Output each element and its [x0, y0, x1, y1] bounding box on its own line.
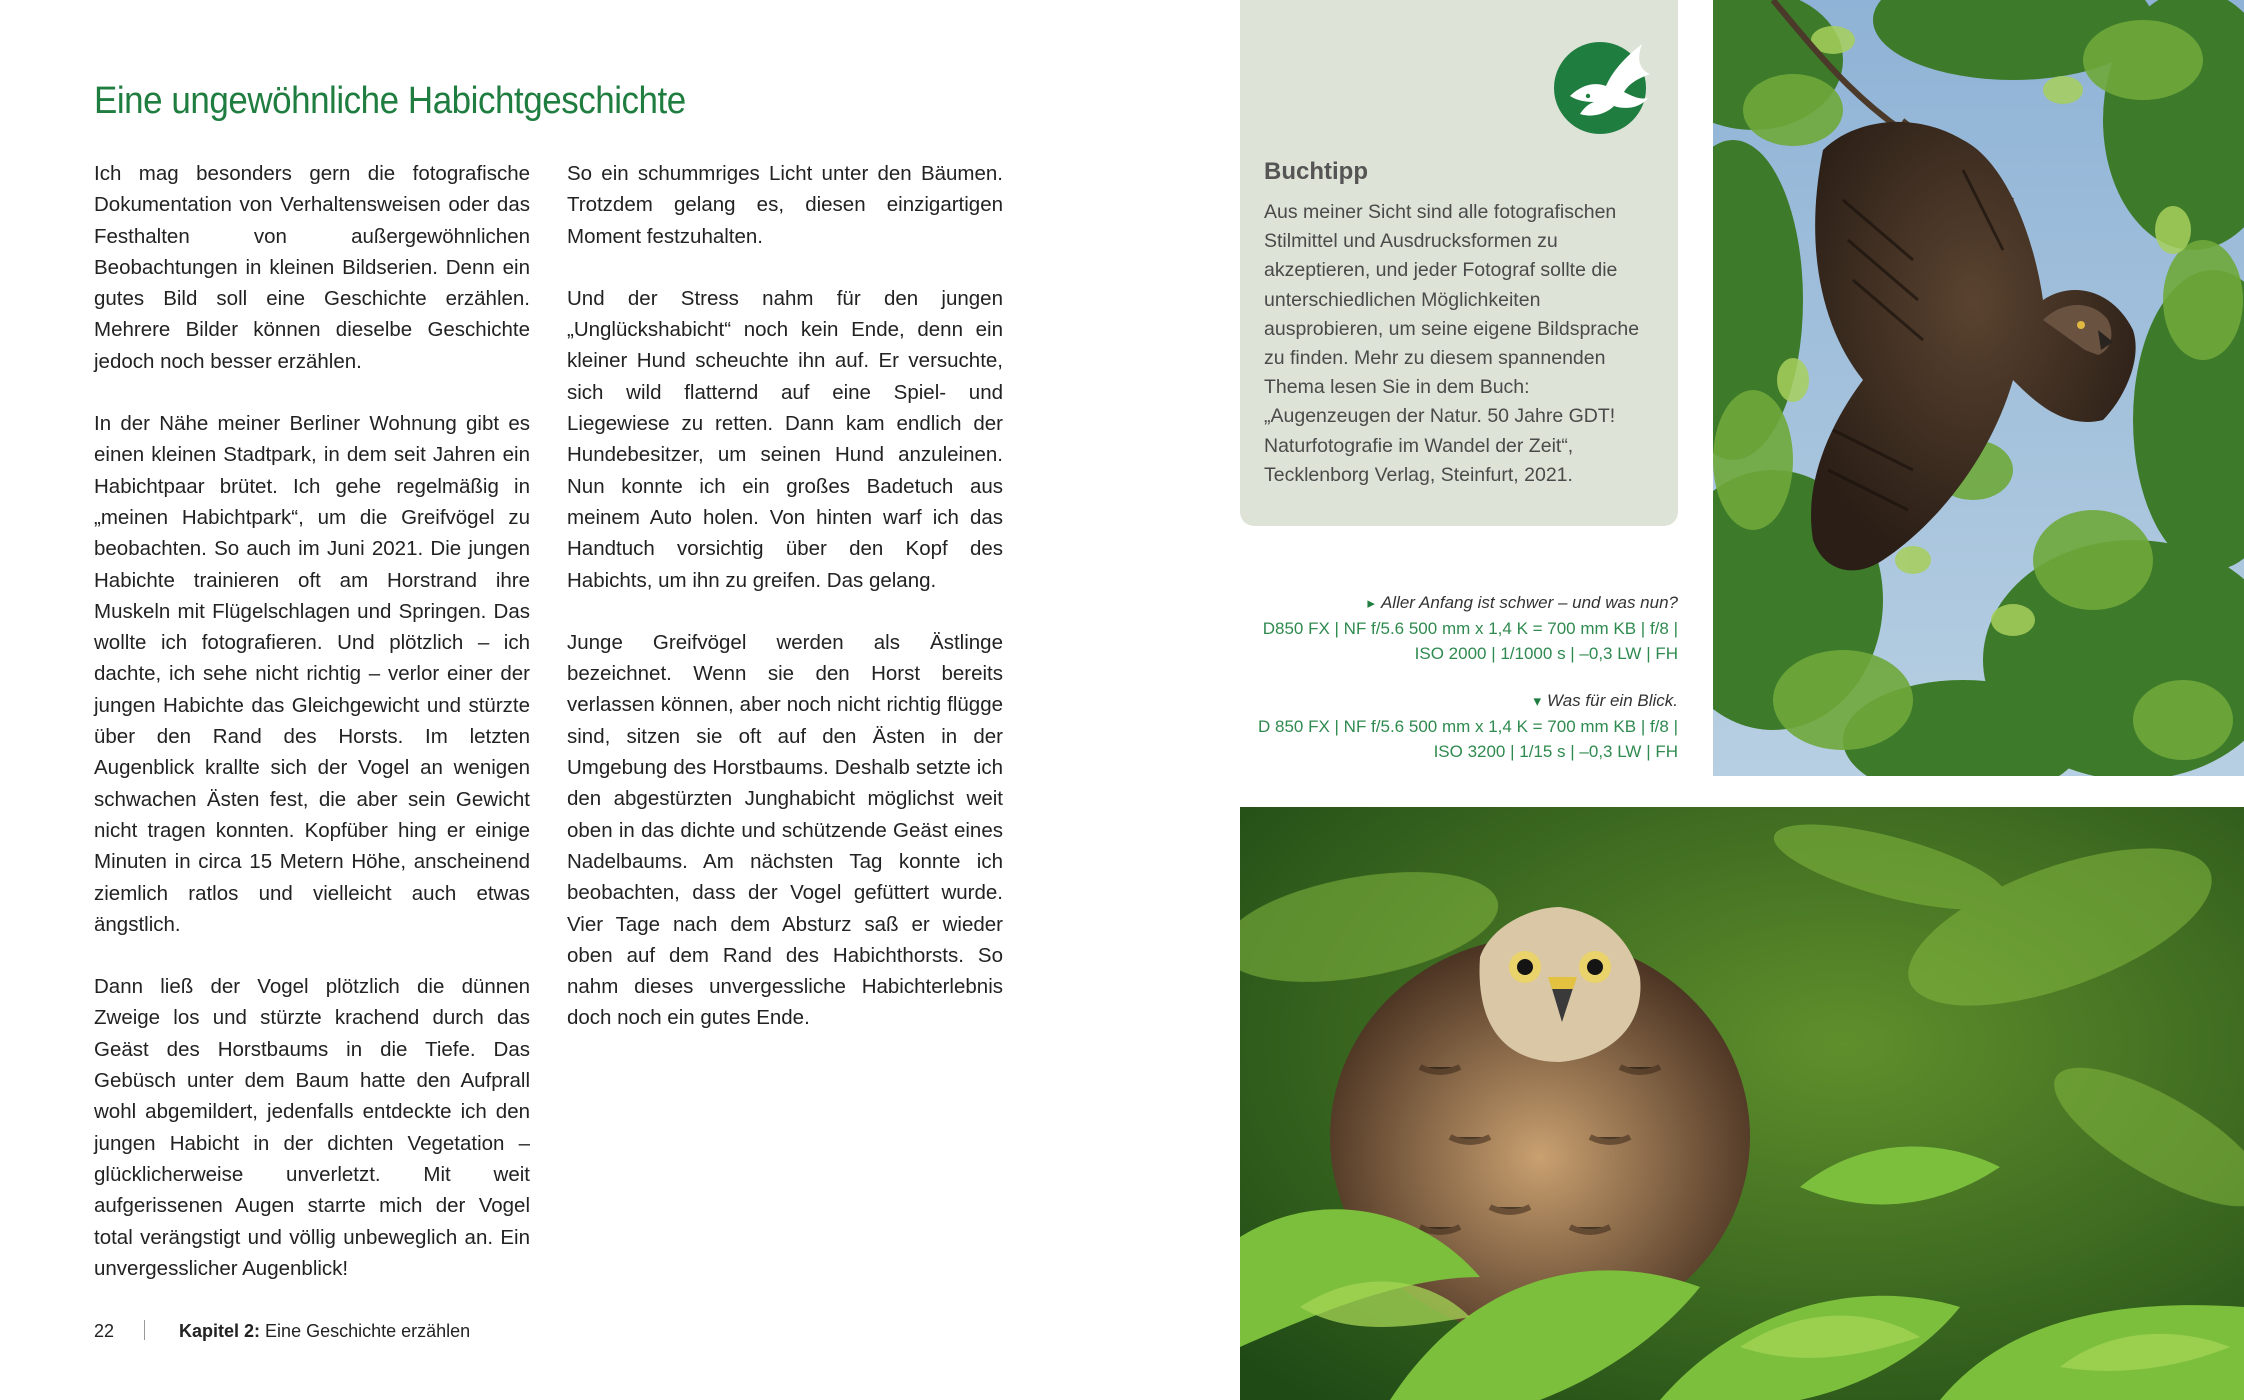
photo-hawk-staring	[1240, 807, 2244, 1400]
tip-heading: Buchtipp	[1264, 158, 1368, 185]
caption-tech: D850 FX | NF f/5.6 500 mm x 1,4 K = 700 mm KB | f/8 |	[1262, 619, 1678, 638]
page-footer	[94, 1320, 470, 1342]
chapter-label: Kapitel 2:	[179, 1321, 261, 1341]
chapter-title: Eine Geschichte erzählen	[265, 1321, 471, 1341]
paragraph: Und der Stress nahm für den jungen „Unglückshabicht“ noch kein Ende, denn ein kleiner Hund scheuchte ihn auf. Er versuchte, sich wild flatternd auf eine Spiel- und Liegewiese zu retten. Dann kam endlich der Hundebesitzer, um seinen Hund anzuleinen. Nun konnte ich ein großes Badetuch aus meinem Auto holen. Von hinten warf ich das Handtuch vorsichtig über den Kopf des Habichts, um ihn zu greifen. Das gelang.	[567, 286, 1003, 592]
article-title: Eine ungewöhnliche Habichtgeschichte	[94, 80, 686, 122]
triangle-down-icon: ▾	[1533, 693, 1541, 710]
caption-tech: D 850 FX | NF f/5.6 500 mm x 1,4 K = 700 mm KB | f/8 |	[1258, 717, 1678, 736]
page-number: 22	[94, 1321, 115, 1341]
paragraph: Ich mag besonders gern die fotografische Dokumentation von Verhaltensweisen oder das Festhalten von außergewöhnlichen Beobachtungen in kleinen Bildserien. Denn ein gutes Bild soll eine Geschichte erzählen. Mehrere Bilder können dieselbe Geschichte jedoch noch besser erzählen.	[94, 162, 530, 373]
text-column-1	[94, 158, 530, 1315]
caption-tech: ISO 2000 | 1/1000 s | –0,3 LW | FH	[1414, 644, 1678, 663]
photo-captions	[1240, 590, 1678, 786]
photo-hawk-hanging	[1713, 0, 2244, 776]
paragraph: So ein schummriges Licht unter den Bäumen. Trotzdem gelang es, diesen einzigartigen Moment festzuhalten.	[567, 162, 1003, 248]
triangle-right-icon: ▸	[1367, 595, 1375, 612]
bird-logo-icon	[1550, 34, 1654, 138]
caption-1	[1240, 590, 1678, 666]
caption-tech: ISO 3200 | 1/15 s | –0,3 LW | FH	[1433, 742, 1678, 761]
text-column-2	[567, 158, 1003, 1065]
paragraph: In der Nähe meiner Berliner Wohnung gibt es einen kleinen Stadtpark, in dem seit Jahren ein Habichtpaar brütet. Ich gehe regelmäßig in „meinen Habichtpark“, um die Greifvögel zu beobachten. So auch im Juni 2021. Die jungen Habichte trainieren oft am Horstrand ihre Muskeln mit Flügelschlagen und Springen. Das wollte ich fotografieren. Und plötzlich – ich dachte, ich sehe nicht richtig – verlor einer der jungen Habichte das Gleichgewicht und stürzte über den Rand des Horsts. Im letzten Augenblick krallte sich der Vogel an wenigen schwachen Ästen fest, die aber sein Gewicht nicht tragen konnten. Kopfüber hing er einige Minuten in circa 15 Metern Höhe, anscheinend ziemlich ratlos und vielleicht auch etwas ängstlich.	[94, 412, 530, 936]
book-tip-box	[1240, 0, 1678, 526]
caption-2	[1240, 688, 1678, 764]
footer-divider	[144, 1320, 145, 1340]
caption-title: Aller Anfang ist schwer – und was nun?	[1380, 593, 1678, 612]
paragraph: Dann ließ der Vogel plötzlich die dünnen Zweige los und stürzte krachend durch das Geäst des Horstbaums in die Tiefe. Das Gebüsch unter dem Baum hatte den Aufprall wohl abgemildert, jedenfalls entdeckte ich den jungen Habicht in der dichten Vegetation – glücklicherweise unverletzt. Mit weit aufgerissenen Augen starrte mich der Vogel total verängstigt und völlig unbeweglich an. Ein unvergesslicher Augenblick!	[94, 975, 530, 1280]
tip-text: Aus meiner Sicht sind alle fotografischen Stilmittel und Ausdrucksformen zu akzeptieren, und jeder Fotograf sollte die unterschiedlichen Möglichkeiten ausprobieren, um seine eigene Bildsprache zu finden. Mehr zu diesem spannenden Thema lesen Sie in dem Buch: „Augenzeugen der Natur. 50 Jahre GDT! Naturfotografie im Wandel der Zeit“, Tecklenborg Verlag, Steinfurt, 2021.	[1264, 201, 1640, 486]
caption-title: Was für ein Blick.	[1546, 691, 1678, 710]
paragraph: Junge Greifvögel werden als Ästlinge bezeichnet. Wenn sie den Horst bereits verlassen können, aber noch nicht richtig flügge sind, sitzen sie oft auf den Ästen in der Umgebung des Horstbaums. Deshalb setzte ich den abgestürzten Junghabicht möglichst weit oben in das dichte und schützende Geäst eines Nadelbaums. Am nächsten Tag konnte ich beobachten, dass der Vogel gefüttert wurde. Vier Tage nach dem Absturz saß er wieder oben auf dem Rand des Habichthorsts. So nahm dieses unvergessliche Habichterlebnis doch noch ein gutes Ende.	[567, 630, 1003, 1030]
